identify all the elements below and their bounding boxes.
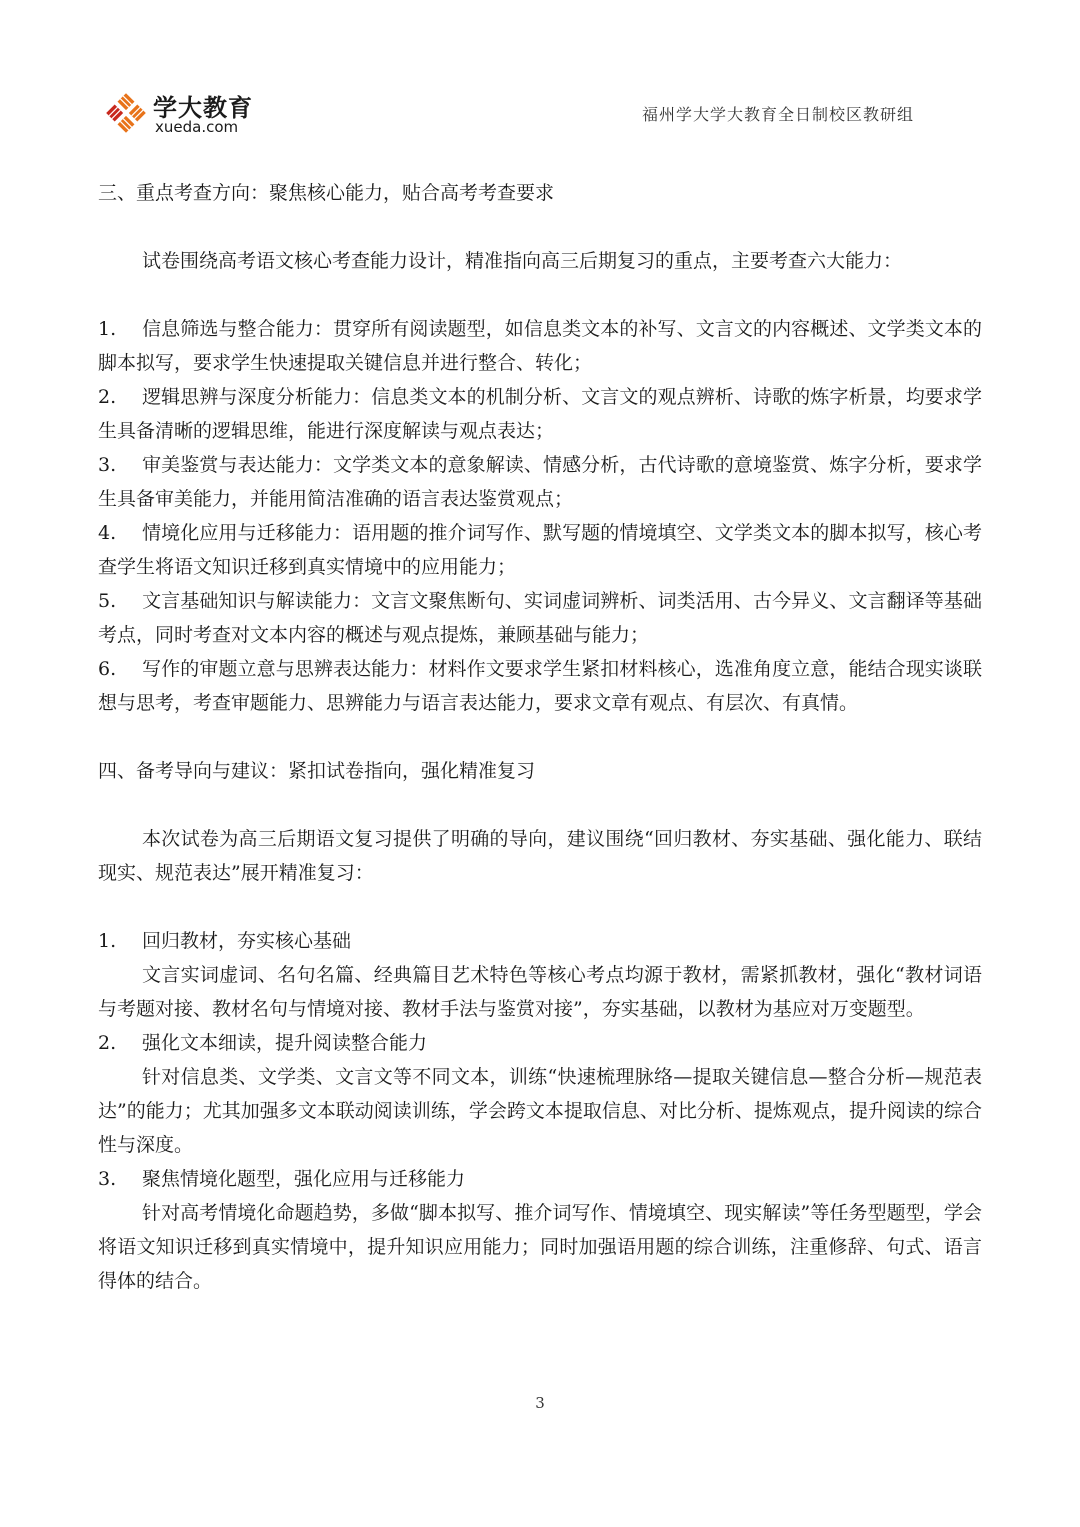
list-item-body: 文言实词虚词、名句名篇、经典篇目艺术特色等核心考点均源于教材，需紧抓教材，强化“教材词语与考题对接、教材名句与情境对接、教材手法与鉴赏对接”，夯实基础，以教材为基应对万变题型。 <box>98 964 982 1020</box>
item-number: 4. <box>98 522 117 544</box>
list-item <box>98 448 982 516</box>
list-item-body: 针对高考情境化命题趋势，多做“脚本拟写、推介词写作、情境填空、现实解读”等任务型题型，学会将语文知识迁移到真实情境中，提升知识应用能力；同时加强语用题的综合训练，注重修辞、句式、语言得体的结合。 <box>98 1202 982 1292</box>
list-item-body: 针对信息类、文学类、文言文等不同文本，训练“快速梳理脉络—提取关键信息—整合分析—规范表达”的能力；尤其加强多文本联动阅读训练，学会跨文本提取信息、对比分析、提炼观点，提升阅读的综合性与深度。 <box>98 1066 982 1156</box>
item-heading: 聚焦情境化题型，强化应用与迁移能力 <box>142 1168 466 1190</box>
item-text: 文言基础知识与解读能力：文言文聚焦断句、实词虚词辨析、词类活用、古今异义、文言翻译等基础考点，同时考查对文本内容的概述与观点提炼，兼顾基础与能力； <box>98 590 982 646</box>
list-item <box>98 380 982 448</box>
item-number: 1. <box>98 318 117 340</box>
logo-text-en: xueda.com <box>155 118 239 136</box>
item-number: 1. <box>98 930 117 952</box>
section-3-intro: 试卷围绕高考语文核心考查能力设计，精准指向高三后期复习的重点，主要考查六大能力： <box>142 250 903 272</box>
item-text: 情境化应用与迁移能力：语用题的推介词写作、默写题的情境填空、文学类文本的脚本拟写，核心考查学生将语文知识迁移到真实情境中的应用能力； <box>98 522 982 578</box>
section-3-title: 三、重点考查方向：聚焦核心能力，贴合高考考查要求 <box>98 182 555 204</box>
page-header <box>0 0 1080 150</box>
item-text: 审美鉴赏与表达能力：文学类文本的意象解读、情感分析，古代诗歌的意境鉴赏、炼字分析，要求学生具备审美能力，并能用简洁准确的语言表达鉴赏观点； <box>98 454 982 510</box>
item-number: 3. <box>98 1168 117 1190</box>
list-item <box>98 584 982 652</box>
list-item <box>98 312 982 380</box>
list-item-heading <box>98 1162 982 1196</box>
list-item-heading <box>98 924 982 958</box>
item-text: 写作的审题立意与思辨表达能力：材料作文要求学生紧扣材料核心，选准角度立意，能结合现实谈联想与思考，考查审题能力、思辨能力与语言表达能力，要求文章有观点、有层次、有真情。 <box>98 658 982 714</box>
item-number: 5. <box>98 590 117 612</box>
item-heading: 回归教材，夯实核心基础 <box>142 930 352 952</box>
item-text: 信息筛选与整合能力：贯穿所有阅读题型，如信息类文本的补写、文言文的内容概述、文学类文本的脚本拟写，要求学生快速提取关键信息并进行整合、转化； <box>98 318 982 374</box>
list-item <box>98 652 982 720</box>
item-text: 逻辑思辨与深度分析能力：信息类文本的机制分析、文言文的观点辨析、诗歌的炼字析景，均要求学生具备清晰的逻辑思维，能进行深度解读与观点表达； <box>98 386 982 442</box>
item-number: 6. <box>98 658 117 680</box>
page-number: 3 <box>535 1394 545 1412</box>
section-4-title: 四、备考导向与建议：紧扣试卷指向，强化精准复习 <box>98 760 536 782</box>
item-number: 3. <box>98 454 117 476</box>
organization-name: 福州学大学大教育全日制校区教研组 <box>642 105 915 124</box>
list-item <box>98 516 982 584</box>
item-number: 2. <box>98 1032 117 1054</box>
item-heading: 强化文本细读，提升阅读整合能力 <box>142 1032 428 1054</box>
logo-mark-icon <box>103 90 149 136</box>
logo-text-cn: 学大教育 <box>153 94 253 122</box>
list-item-heading <box>98 1026 982 1060</box>
section-4-intro: 本次试卷为高三后期语文复习提供了明确的导向，建议围绕“回归教材、夯实基础、强化能力、联结现实、规范表达”展开精准复习： <box>98 828 982 884</box>
document-body <box>98 176 982 1298</box>
item-number: 2. <box>98 386 117 408</box>
xueda-logo <box>103 88 263 140</box>
